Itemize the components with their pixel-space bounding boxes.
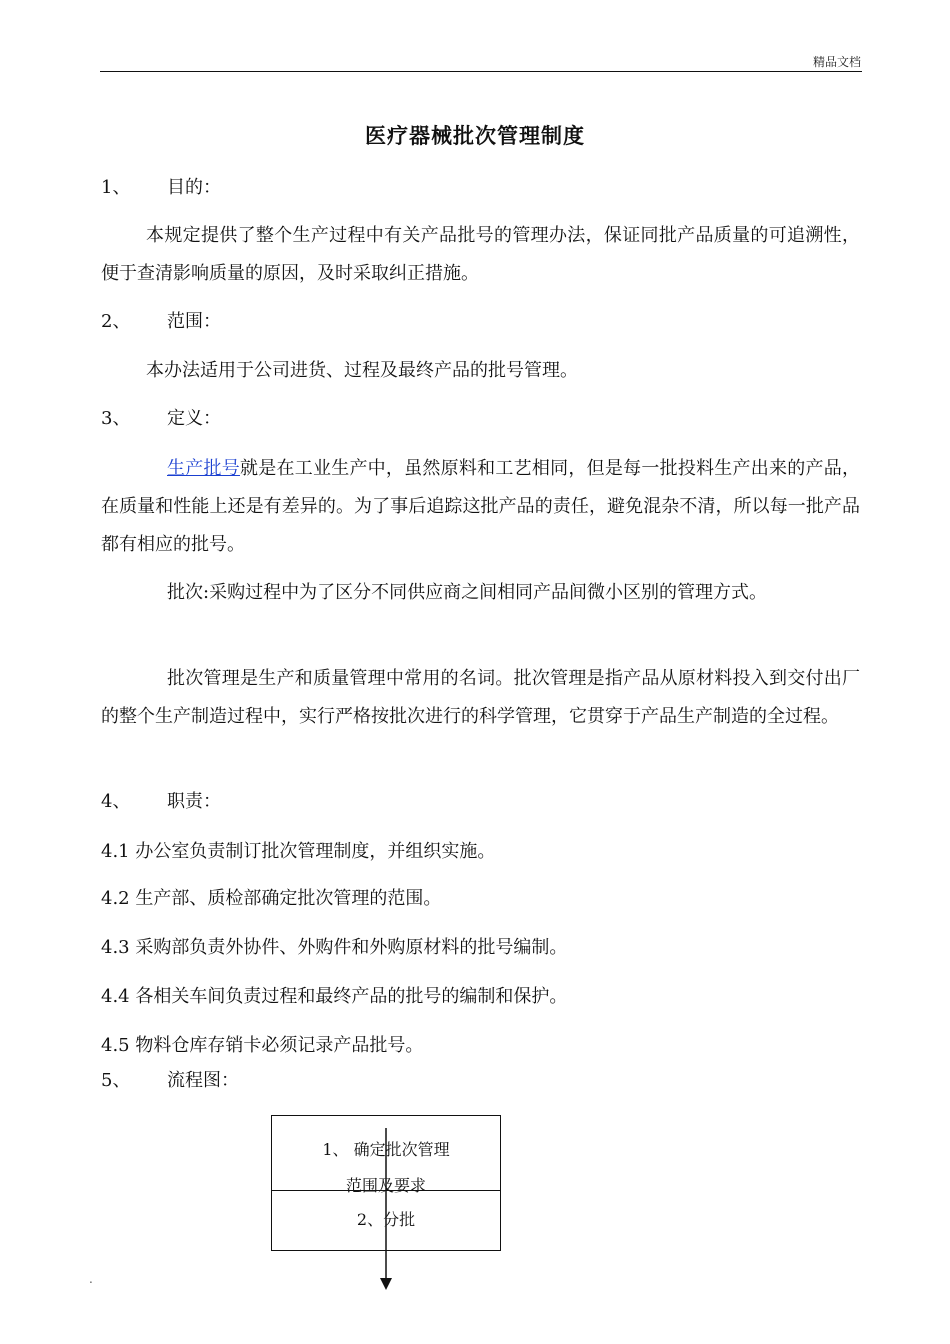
header-label: 精品文档 bbox=[812, 55, 861, 69]
footer-mark: . bbox=[89, 1272, 93, 1286]
section-heading: 职责： bbox=[167, 791, 221, 812]
section-number: 1、 bbox=[101, 177, 131, 198]
section-heading: 范围： bbox=[167, 311, 221, 332]
duty-item: 4.3 采购部负责外协件、外购件和外购原材料的批号编制。 bbox=[101, 937, 568, 958]
scope-text: 本办法适用于公司进货、过程及最终产品的批号管理。 bbox=[146, 360, 578, 381]
duty-item: 4.2 生产部、质检部确定批次管理的范围。 bbox=[101, 888, 442, 909]
section-heading: 流程图： bbox=[167, 1070, 239, 1091]
section-number: 4、 bbox=[101, 791, 131, 812]
section-number: 2、 bbox=[101, 311, 131, 332]
flow-step-1-line-2: 范围及要求 bbox=[345, 1176, 426, 1195]
definition-paragraph-3: 批次管理是生产和质量管理中常用的名词。批次管理是指产品从原材料投入到交付出厂的整个生产制造过程中，实行严格按批次进行的科学管理，它贯穿于产品生产制造的全过程。 bbox=[101, 668, 860, 727]
section-number: 3、 bbox=[101, 408, 131, 429]
duty-item: 4.5 物料仓库存销卡必须记录产品批号。 bbox=[101, 1035, 424, 1056]
flow-step-2: 2、分批 bbox=[356, 1210, 416, 1229]
batch-number-link[interactable]: 生产批号 bbox=[167, 458, 240, 479]
duty-item: 4.4 各相关车间负责过程和最终产品的批号的编制和保护。 bbox=[101, 986, 568, 1007]
section-number: 5、 bbox=[101, 1070, 131, 1091]
flow-step-1-line-1: 1、 确定批次管理 bbox=[322, 1140, 450, 1159]
flow-arrow-head-icon bbox=[380, 1278, 392, 1290]
duty-item: 4.1 办公室负责制订批次管理制度，并组织实施。 bbox=[101, 841, 496, 862]
purpose-text: 本规定提供了整个生产过程中有关产品批号的管理办法，保证同批产品质量的可追溯性，便于查清影响质量的原因，及时采取纠正措施。 bbox=[101, 225, 860, 284]
document-title: 医疗器械批次管理制度 bbox=[365, 123, 585, 148]
definition-paragraph-2: 批次:采购过程中为了区分不同供应商之间相同产品间微小区别的管理方式。 bbox=[167, 582, 768, 603]
definition-paragraph-1-text: 就是在工业生产中，虽然原料和工艺相同，但是每一批投料生产出来的产品，在质量和性能上还是有差异的。为了事后追踪这批产品的责任，避免混杂不清，所以每一批产品都有相应的批号。 bbox=[101, 458, 861, 555]
section-heading: 目的： bbox=[167, 177, 221, 198]
section-heading: 定义： bbox=[167, 408, 221, 429]
